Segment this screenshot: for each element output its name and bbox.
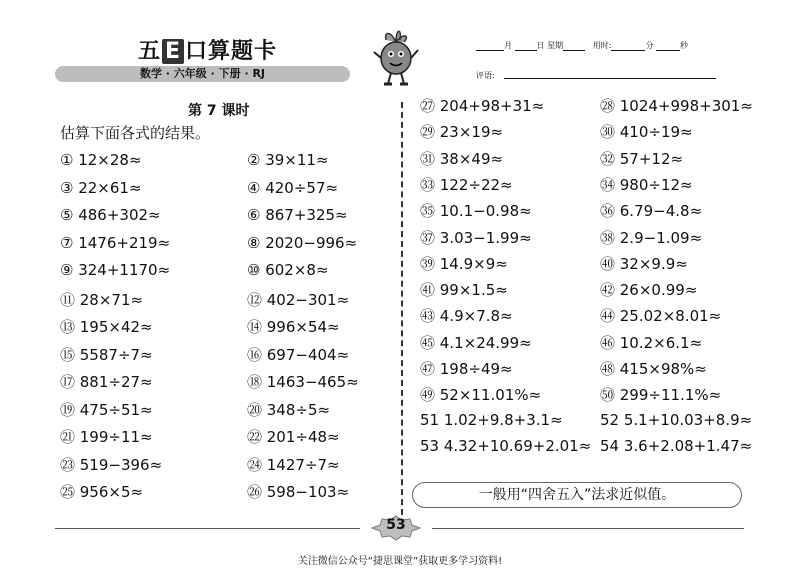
question-item: ⑥ 867+325≈ (247, 206, 348, 224)
question-item: ㉗ 204+98+31≈ (420, 97, 545, 115)
question-item: ⑨ 324+1170≈ (60, 261, 171, 279)
question-item: ⑧ 2020−996≈ (247, 233, 358, 252)
brand-title (138, 34, 277, 65)
review-field[interactable] (504, 78, 716, 79)
question-item: ㉕ 956×5≈ (60, 483, 144, 501)
question-item: ④ 420÷57≈ (247, 178, 339, 197)
question-item: ㉚ 410÷19≈ (600, 123, 693, 142)
question-item: ㉞ 980÷12≈ (600, 175, 693, 194)
question-item: ① 12×28≈ (60, 151, 142, 169)
question-item: ㊳ 2.9−1.09≈ (600, 228, 703, 247)
question-item: ⑫ 402−301≈ (247, 290, 350, 309)
bottom-rule-left (55, 528, 360, 529)
question-item: ㊸ 4.9×7.8≈ (420, 307, 513, 326)
brand-e-logo: E (162, 39, 184, 64)
page-number: 53 (386, 517, 406, 533)
question-item: ㊵ 32×9.9≈ (600, 254, 688, 273)
question-item: ㉒ 201÷48≈ (247, 428, 340, 446)
question-item: ㊴ 14.9×9≈ (420, 254, 508, 273)
question-item: ㊺ 4.1×24.99≈ (420, 333, 532, 352)
question-item: ㊽ 415×98%≈ (600, 360, 707, 378)
brand-five: 五 (138, 39, 162, 64)
question-item: ㊾ 52×11.01%≈ (420, 386, 542, 405)
question-item: ㊹ 25.02×8.01≈ (600, 307, 722, 326)
question-item: ⑰ 881÷27≈ (60, 373, 153, 391)
question-item: ③ 22×61≈ (60, 178, 142, 197)
bottom-rule-right (432, 528, 744, 529)
question-item: ㉛ 38×49≈ (420, 149, 504, 168)
question-item: ㊷ 26×0.99≈ (600, 281, 698, 300)
question-item: ② 39×11≈ (247, 151, 329, 169)
question-item: ㉜ 57+12≈ (600, 149, 684, 168)
day-field[interactable] (515, 41, 537, 51)
question-item: 53 4.32+10.69+2.01≈ (420, 436, 592, 455)
question-item: ⑤ 486+302≈ (60, 206, 161, 224)
rounding-note: 一般用“四舍五入”法求近似值。 (412, 482, 742, 508)
date-time-line: 月 日 星期 用时: 分 秒 (476, 40, 688, 51)
question-item: ⑳ 348÷5≈ (247, 400, 331, 419)
question-item: 52 5.1+10.03+8.9≈ (600, 410, 753, 429)
question-item: 54 3.6+2.08+1.47≈ (600, 436, 753, 455)
question-item: ㉝ 122÷22≈ (420, 175, 513, 194)
lesson-title: 第 7 课时 (188, 103, 250, 119)
question-item: ㉟ 10.1−0.98≈ (420, 202, 532, 221)
question-item: ⑯ 697−404≈ (247, 345, 350, 364)
month-field[interactable] (476, 41, 504, 51)
minutes-field[interactable] (611, 41, 645, 51)
question-item: ⑩ 602×8≈ (247, 261, 329, 279)
instruction-text: 估算下面各式的结果。 (60, 124, 211, 142)
question-item: ⑬ 195×42≈ (60, 318, 153, 336)
question-item: ⑮ 5587÷7≈ (60, 345, 153, 364)
question-item: ⑱ 1463−465≈ (247, 373, 359, 391)
column-divider (401, 102, 403, 515)
question-item: ㊶ 99×1.5≈ (420, 281, 508, 300)
question-item: ㊿ 299÷11.1%≈ (600, 386, 722, 405)
question-item: ⑦ 1476+219≈ (60, 233, 171, 252)
question-item: ㉖ 598−103≈ (247, 483, 350, 501)
radish-mascot-icon (370, 28, 422, 88)
seconds-field[interactable] (656, 41, 680, 51)
question-item: 51 1.02+9.8+3.1≈ (420, 410, 563, 429)
footer-text: 关注微信公众号“捷思课堂”获取更多学习资料! (297, 556, 503, 567)
weekday-field[interactable] (563, 41, 585, 51)
question-item: ⑪ 28×71≈ (60, 290, 144, 309)
question-item: ㊼ 198÷49≈ (420, 360, 513, 378)
question-item: ㉙ 23×19≈ (420, 123, 504, 142)
question-item: ㊱ 6.79−4.8≈ (600, 202, 703, 221)
question-item: ㉑ 199÷11≈ (60, 428, 153, 446)
question-item: ㉔ 1427÷7≈ (247, 455, 340, 474)
question-item: ㊻ 10.2×6.1≈ (600, 333, 703, 352)
question-item: ㉓ 519−396≈ (60, 455, 163, 474)
question-item: ⑲ 475÷51≈ (60, 400, 153, 419)
question-item: ⑭ 996×54≈ (247, 318, 340, 336)
review-label: 评语: (476, 71, 495, 80)
question-item: ㊲ 3.03−1.99≈ (420, 228, 532, 247)
subject-grade-bar: 数学 · 六年级 · 下册 · RJ (55, 66, 350, 82)
question-item: ㉘ 1024+998+301≈ (600, 97, 753, 115)
brand-name: 口算题卡 (185, 39, 278, 64)
